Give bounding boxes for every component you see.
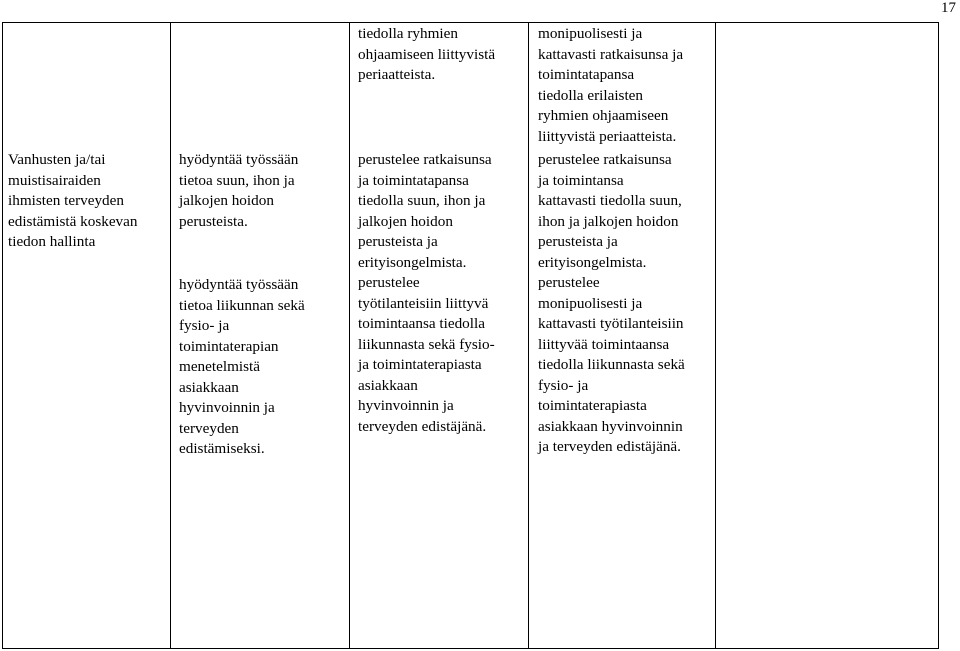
criteria-line: jalkojen hoidon	[358, 212, 453, 230]
criteria-line: kattavasti ratkaisunsa ja	[538, 45, 684, 63]
criteria-line: hyvinvoinnin ja	[358, 397, 454, 414]
criteria-line: ohjaamiseen liittyvistä	[358, 45, 496, 63]
criteria-cell-excellent-0	[538, 24, 683, 147]
criteria-line: kattavasti tiedolla suun,	[538, 192, 682, 209]
topic-line: tiedon hallinta	[8, 233, 96, 250]
criteria-line: asiakkaan	[358, 376, 418, 394]
criteria-line: periaatteista.	[358, 66, 436, 83]
column-divider	[349, 22, 350, 649]
criteria-line: fysio- ja	[538, 376, 589, 394]
column-divider	[170, 22, 171, 649]
criteria-line: kattavasti työtilanteisiin	[538, 315, 684, 332]
criteria-line: terveyden edistäjänä.	[358, 417, 487, 435]
criteria-line: ryhmien ohjaamiseen	[538, 107, 669, 124]
criteria-line: hyödyntää työssään	[179, 151, 299, 168]
criteria-line: tietoa suun, ihon ja	[179, 171, 295, 189]
page-number: 17	[941, 0, 956, 16]
criteria-line: ja terveyden edistäjänä.	[538, 438, 681, 455]
criteria-line: terveyden	[179, 419, 239, 437]
criteria-line: edistämiseksi.	[179, 440, 265, 457]
criteria-cell-basic-2	[179, 275, 305, 460]
criteria-line: perustelee	[358, 274, 420, 291]
criteria-line: perusteista.	[179, 212, 248, 230]
criteria-line: perustelee ratkaisunsa	[538, 151, 672, 168]
criteria-line: ja toimintansa	[538, 171, 624, 189]
criteria-cell-excellent-1	[538, 150, 685, 458]
criteria-line: hyödyntää työssään	[179, 276, 299, 293]
criteria-line: erityisongelmista.	[358, 253, 467, 271]
topic-line: edistämistä koskevan	[8, 212, 138, 230]
criteria-line: fysio- ja	[179, 317, 230, 334]
criteria-line: tiedolla ryhmien	[358, 25, 458, 42]
criteria-line: liittyvistä periaatteista.	[538, 127, 677, 145]
criteria-cell-basic-1	[179, 150, 298, 232]
criteria-line: ihon ja jalkojen hoidon	[538, 212, 679, 230]
criteria-line: perusteista ja	[538, 233, 618, 250]
criteria-line: perustelee	[538, 274, 600, 291]
criteria-line: työtilanteisiin liittyvä	[358, 294, 489, 312]
column-divider	[528, 22, 529, 649]
criteria-line: tietoa liikunnan sekä	[179, 296, 305, 314]
criteria-line: erityisongelmista.	[538, 253, 647, 271]
topic-cell	[8, 150, 138, 253]
criteria-line: asiakkaan hyvinvoinnin	[538, 417, 683, 435]
criteria-line: menetelmistä	[179, 358, 260, 375]
topic-line: muistisairaiden	[8, 171, 101, 189]
criteria-cell-good-1	[358, 150, 495, 437]
topic-line: ihmisten terveyden	[8, 192, 124, 209]
criteria-line: ja toimintatapansa	[358, 171, 469, 189]
criteria-cell-good-0	[358, 24, 495, 86]
criteria-line: toimintaterapian	[179, 337, 279, 355]
criteria-line: tiedolla suun, ihon ja	[358, 192, 486, 209]
criteria-line: toimintaansa tiedolla	[358, 315, 485, 332]
criteria-line: hyvinvoinnin ja	[179, 399, 275, 416]
criteria-line: toimintaterapiasta	[538, 397, 647, 414]
criteria-line: ja toimintaterapiasta	[358, 356, 482, 373]
column-divider	[715, 22, 716, 649]
column-divider	[938, 22, 939, 649]
criteria-line: monipuolisesti ja	[538, 25, 643, 42]
criteria-line: toimintatapansa	[538, 66, 635, 83]
criteria-line: tiedolla liikunnasta sekä	[538, 356, 685, 373]
topic-line: Vanhusten ja/tai	[8, 151, 106, 168]
criteria-line: liikunnasta sekä fysio-	[358, 335, 495, 353]
criteria-line: perustelee ratkaisunsa	[358, 151, 492, 168]
criteria-line: perusteista ja	[358, 233, 438, 250]
criteria-line: tiedolla erilaisten	[538, 86, 644, 104]
criteria-line: jalkojen hoidon	[179, 192, 274, 209]
criteria-line: asiakkaan	[179, 378, 239, 396]
criteria-line: monipuolisesti ja	[538, 294, 643, 312]
criteria-line: liittyvää toimintaansa	[538, 335, 670, 353]
